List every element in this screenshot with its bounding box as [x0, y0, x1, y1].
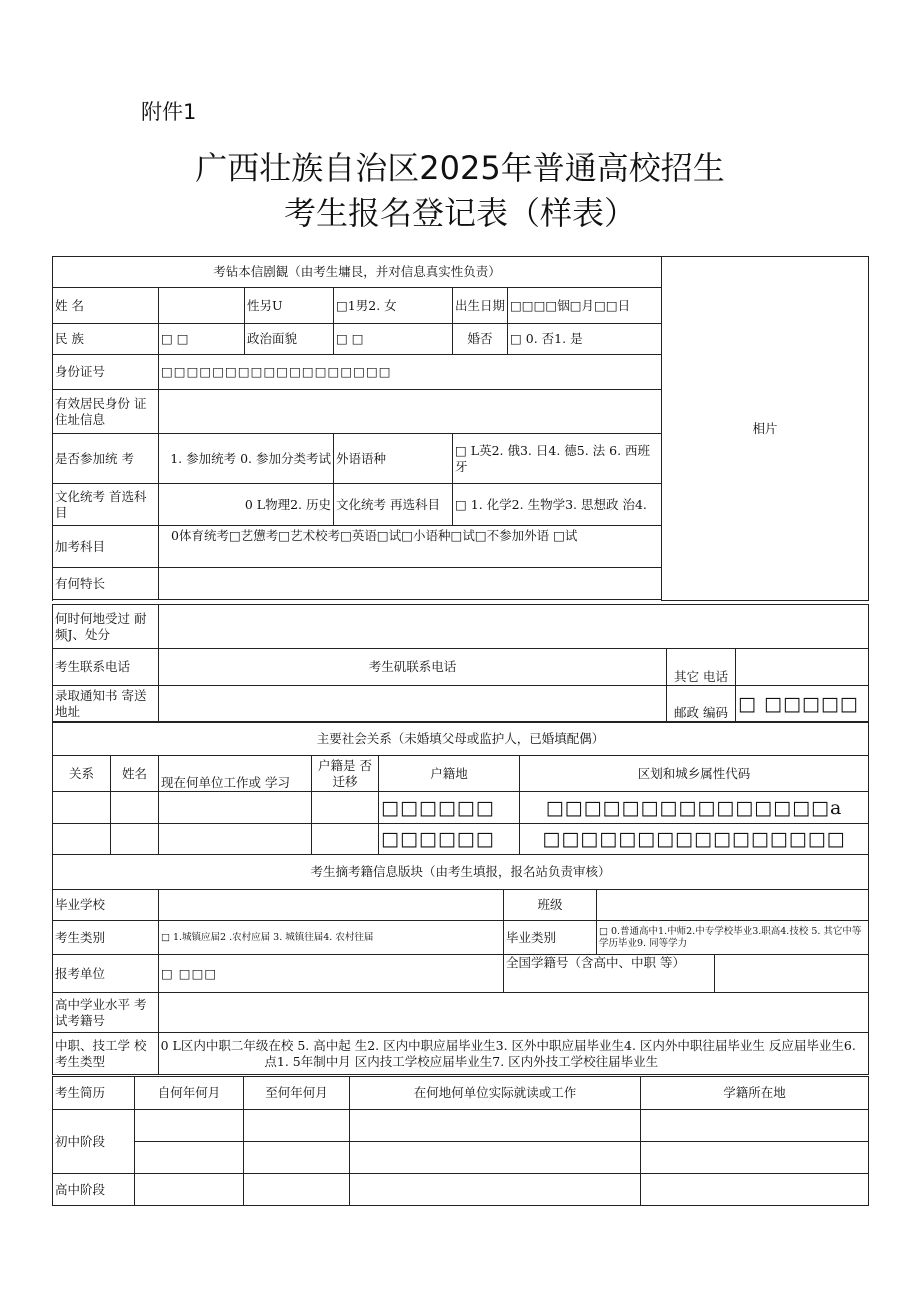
postcode-field[interactable]: □ □□□□□ [736, 686, 869, 722]
from-field[interactable] [135, 1174, 244, 1206]
workplace-field[interactable] [159, 792, 312, 824]
extra-subject-options[interactable]: 0体育统考□艺憊考□艺术校考□英语□试□小语种□试□不参加外语 □试 [159, 526, 662, 568]
class-label: 班级 [504, 890, 597, 921]
language-options[interactable]: □ L英2. 俄3. 日4. 德5. 法 6. 西班牙 [453, 434, 662, 484]
mobile-label: 考生矶联系电话 [159, 649, 667, 686]
politics-field[interactable]: □ □ [334, 324, 453, 355]
family-header-name: 姓名 [111, 756, 159, 792]
residence-field[interactable] [159, 390, 662, 434]
award-field[interactable] [159, 605, 869, 649]
table-row [53, 1142, 869, 1174]
vocational-options-part2: 生2. 区内中职应届毕业生3. 区外中职应届毕业生4. 区内外中职往届毕业生 反应届毕业生6. 区内技工学校应届毕业生7. 区内外技工学校往届毕业生 [354, 1037, 856, 1069]
resume-header-place: 在何地何单位实际就读或工作 [350, 1077, 641, 1110]
politics-label-text: 政治面貌 [247, 331, 298, 346]
first-subject-options[interactable]: 0 L物理2. 历史 [159, 484, 334, 526]
hukou-moved-field[interactable] [312, 792, 379, 824]
family-section-title: 主要社会关系（未婚填父母或监护人，已婚填配偶） [53, 723, 869, 756]
national-id-field[interactable] [715, 955, 869, 993]
vocational-options[interactable] [159, 1033, 869, 1075]
contact-table [52, 604, 869, 722]
graduate-school-label: 毕业学校 [53, 890, 159, 921]
vocational-options-part1: 0 L区内中职二年级在校 5. 高中起点1. 5年制中月 [160, 1037, 351, 1069]
table-row [53, 1174, 869, 1206]
registry-field[interactable] [641, 1142, 869, 1174]
other-phone-label: 其它 电话 [667, 649, 736, 686]
birth-date-field[interactable]: □□□□铟□月□□日 [508, 288, 662, 324]
basic-info-table [52, 256, 869, 601]
talent-field[interactable] [159, 568, 662, 600]
stage-junior-label: 初中阶段 [53, 1110, 135, 1174]
table-row [53, 1110, 869, 1142]
grad-type-options[interactable]: □ 0.普通高中1.中师2.中专学校毕业3.职高4.技校 5. 其它中等学历毕业9. 同等学力 [597, 921, 869, 955]
gender-label: 性另U [245, 288, 334, 324]
category-label: 考生类别 [53, 921, 159, 955]
exam-number-label: 高中学业水平 考试考籍号 [53, 993, 159, 1033]
place-field[interactable] [350, 1142, 641, 1174]
table-row [53, 824, 869, 855]
residence-label: 有效居民身份 证住址信息 [53, 390, 159, 434]
graduate-school-field[interactable] [159, 890, 504, 921]
family-header-hukou-moved: 户籍是 否迁移 [312, 756, 379, 792]
to-field[interactable] [244, 1110, 350, 1142]
to-field[interactable] [244, 1142, 350, 1174]
relation-field[interactable] [53, 792, 111, 824]
resume-header-to: 至何年何月 [244, 1077, 350, 1110]
member-name-field[interactable] [111, 792, 159, 824]
relation-field[interactable] [53, 824, 111, 855]
from-field[interactable] [135, 1110, 244, 1142]
address-label: 录取通知书 寄送地址 [53, 686, 159, 722]
extra-subject-label: 加考科目 [53, 526, 159, 568]
other-phone-field[interactable] [736, 649, 869, 686]
hukou-field[interactable]: □□□□□□ [379, 824, 520, 855]
table-row [53, 792, 869, 824]
talent-label: 有何特长 [53, 568, 159, 600]
id-number-field[interactable]: □□□□□□□□□□□□□□□□□□ [159, 355, 662, 390]
vocational-label: 中职、技工学 校考生类型 [53, 1033, 159, 1075]
form-title-line2: 考生报名登记表（样表） [283, 194, 636, 232]
school-record-table [52, 854, 869, 1075]
name-label: 姓 名 [53, 288, 159, 324]
form-title-line1: 广西壮族自治区2025年普通高校招生 [195, 149, 725, 187]
place-field[interactable] [350, 1110, 641, 1142]
family-header-code: 区划和城乡属性代码 [520, 756, 869, 792]
id-label: 身份证号 [53, 355, 159, 390]
postcode-label: 邮政 编码 [667, 686, 736, 722]
category-options[interactable]: □ 1.城镇应届2 .农村应届 3. 城镇往届4. 农村往届 [159, 921, 504, 955]
award-label: 何时何地受过 耐频J、处分 [53, 605, 159, 649]
hukou-moved-field[interactable] [312, 824, 379, 855]
class-field[interactable] [597, 890, 869, 921]
attachment-label: 附件1 [141, 100, 197, 124]
area-code-field[interactable]: □□□□□□□□□□□□□□□□ [520, 824, 869, 855]
registry-field[interactable] [641, 1110, 869, 1142]
exam-number-field[interactable] [159, 993, 869, 1033]
place-field[interactable] [350, 1174, 641, 1206]
unified-exam-options[interactable]: 1. 参加统考 0. 参加分类考试 [159, 434, 334, 484]
resume-label: 考生简历 [53, 1077, 135, 1110]
member-name-field[interactable] [111, 824, 159, 855]
first-subject-label: 文化统考 首选科目 [53, 484, 159, 526]
address-field[interactable] [159, 686, 667, 722]
second-subject-label: 文化统考 再选科目 [334, 484, 453, 526]
unit-label: 报考单位 [53, 955, 159, 993]
family-table [52, 722, 869, 855]
unit-field[interactable]: □ □□□ [159, 955, 504, 993]
resume-header-from: 自何年何月 [135, 1077, 244, 1110]
marriage-options[interactable]: □ 0. 否1. 是 [508, 324, 662, 355]
language-label: 外语语种 [334, 434, 453, 484]
from-field[interactable] [135, 1142, 244, 1174]
birth-label: 出生日期 [453, 288, 508, 324]
marriage-label: 婚否 [453, 324, 508, 355]
stage-senior-label: 高中阶段 [53, 1174, 135, 1206]
hukou-field[interactable]: □□□□□□ [379, 792, 520, 824]
photo-label: 相片 [752, 420, 778, 436]
phone-label: 考生联系电话 [53, 649, 159, 686]
politics-label [245, 324, 334, 355]
school-section-title: 考生摘考籍信息版块（由考生填报，报名站负责审核） [53, 855, 869, 890]
second-subject-options[interactable]: □ 1. 化学2. 生物学3. 思想政 治4. [453, 484, 662, 526]
family-header-hukou: 户籍地 [379, 756, 520, 792]
resume-table [52, 1076, 869, 1206]
photo-box[interactable] [662, 257, 869, 601]
name-field[interactable] [159, 288, 245, 324]
nation-field[interactable]: □ □ [159, 324, 245, 355]
registry-field[interactable] [641, 1174, 869, 1206]
family-header-workplace: 现在何单位工作或 学习 [159, 756, 312, 792]
area-code-field[interactable]: □□□□□□□□□□□□□□□a [520, 792, 869, 824]
basic-section-title: 考钻本信剧観（由考生墉艮，并对信息真实性负责） [53, 257, 662, 288]
family-header-relation: 关系 [53, 756, 111, 792]
national-id-label: 全国学籍号（含高中、中职 等） [504, 955, 715, 993]
workplace-field[interactable] [159, 824, 312, 855]
resume-header-registry: 学籍所在地 [641, 1077, 869, 1110]
nation-label: 民 族 [53, 324, 159, 355]
gender-options[interactable]: □1男2. 女 [334, 288, 453, 324]
to-field[interactable] [244, 1174, 350, 1206]
grad-type-label: 毕业类别 [504, 921, 597, 955]
unified-exam-label: 是否参加统 考 [53, 434, 159, 484]
